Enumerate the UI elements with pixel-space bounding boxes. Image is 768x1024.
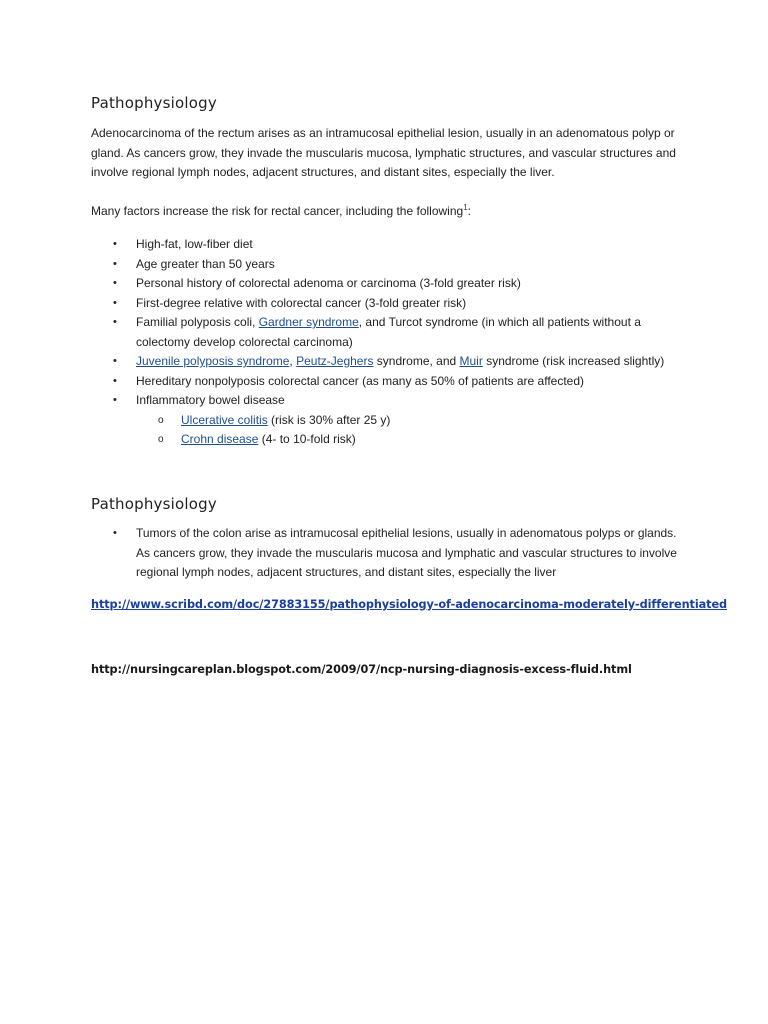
- list-item-text: Familial polyposis coli,: [136, 315, 259, 329]
- bullet-icon: •: [113, 296, 117, 309]
- circle-bullet-icon: o: [158, 434, 164, 445]
- list-item: [91, 235, 691, 255]
- colon-tumor-list: [91, 524, 691, 583]
- bullet-icon: •: [113, 277, 117, 289]
- list-item-text: High-fat, low-fiber diet: [136, 237, 253, 251]
- bullet-icon: •: [113, 316, 117, 328]
- list-item-continuation: colectomy develop colorectal carcinoma): [136, 334, 353, 349]
- bullet-icon: •: [113, 374, 117, 387]
- list-item-text: ,: [289, 354, 297, 368]
- gardner-syndrome-link[interactable]: Gardner syndrome: [258, 315, 359, 329]
- section-heading-2: Pathophysiology: [91, 495, 217, 513]
- list-item: [91, 372, 691, 392]
- circle-bullet-icon: o: [158, 414, 164, 426]
- list-item-text: Personal history of colorectal adenoma or carcinoma (3-fold greater risk): [136, 276, 521, 290]
- risk-factors-intro: [91, 198, 691, 222]
- list-item: [91, 313, 691, 352]
- list-item: [91, 352, 691, 372]
- list-item: [91, 255, 691, 275]
- section-heading-1: Pathophysiology: [91, 94, 217, 112]
- sub-list-item-text: (risk is 30% after 25 y): [267, 412, 391, 427]
- bullet-icon: •: [113, 355, 117, 367]
- bullet-icon: •: [113, 527, 117, 539]
- list-item-text: Inflammatory bowel disease: [136, 393, 285, 407]
- bullet-icon: •: [113, 238, 117, 250]
- list-item-text: syndrome (risk increased slightly): [482, 354, 665, 368]
- list-item-text: , and Turcot syndrome (in which all patients without a: [358, 315, 641, 329]
- risk-factors-text: Many factors increase the risk for rectal cancer, including the following: [91, 204, 464, 218]
- nursingcareplan-source-url: http://nursingcareplan.blogspot.com/2009/07/ncp-nursing-diagnosis-excess-fluid.html: [91, 663, 632, 676]
- bullet-icon: •: [113, 257, 117, 270]
- risk-factors-colon: :: [467, 204, 471, 218]
- sub-list-item-text: (4- to 10-fold risk): [258, 432, 356, 446]
- citation-ref[interactable]: 1: [463, 203, 468, 212]
- peutz-jeghers-link[interactable]: Peutz-Jeghers: [296, 354, 374, 368]
- crohn-disease-link[interactable]: Crohn disease: [181, 432, 259, 446]
- ulcerative-colitis-link[interactable]: Ulcerative colitis: [181, 412, 268, 427]
- intro-paragraph: Adenocarcinoma of the rectum arises as an intramucosal epithelial lesion, usually in an adenomatous polyp or gland. As cancers grow, they invade the muscularis mucosa, lymphatic structures, and vascular structures and involve regional lymph nodes, adjacent structures, and distant sites, especially the liver.: [91, 126, 676, 179]
- list-item-text: Tumors of the colon arise as intramucosal epithelial lesions, usually in adenomatous polyps or glands. As cancers grow, they invade the muscularis mucosa and lymphatic and vascular structures to involve regional lymph nodes, adjacent structures, and distant sites, especially the liver: [136, 526, 677, 579]
- list-item: [91, 274, 691, 294]
- ibd-sub-list: [136, 411, 691, 450]
- scribd-source-link[interactable]: http://www.scribd.com/doc/27883155/pathophysiology-of-adenocarcinoma-moderately-differentiated: [91, 598, 727, 611]
- juvenile-polyposis-link[interactable]: Juvenile polyposis syndrome: [136, 354, 290, 368]
- list-item: [91, 524, 691, 583]
- list-item-text: First-degree relative with colorectal cancer (3-fold greater risk): [136, 295, 467, 310]
- risk-factor-list: [91, 235, 691, 450]
- list-item: [91, 391, 691, 450]
- list-item-text: Hereditary nonpolyposis colorectal cancer (as many as 50% of patients are affected): [136, 373, 585, 388]
- list-item: [91, 294, 691, 314]
- list-item-text: Age greater than 50 years: [136, 256, 275, 271]
- muir-link[interactable]: Muir: [459, 354, 483, 368]
- list-item-text: syndrome, and: [373, 354, 460, 368]
- sub-list-item: [136, 430, 691, 450]
- sub-list-item: [136, 411, 691, 431]
- bullet-icon: •: [113, 394, 117, 406]
